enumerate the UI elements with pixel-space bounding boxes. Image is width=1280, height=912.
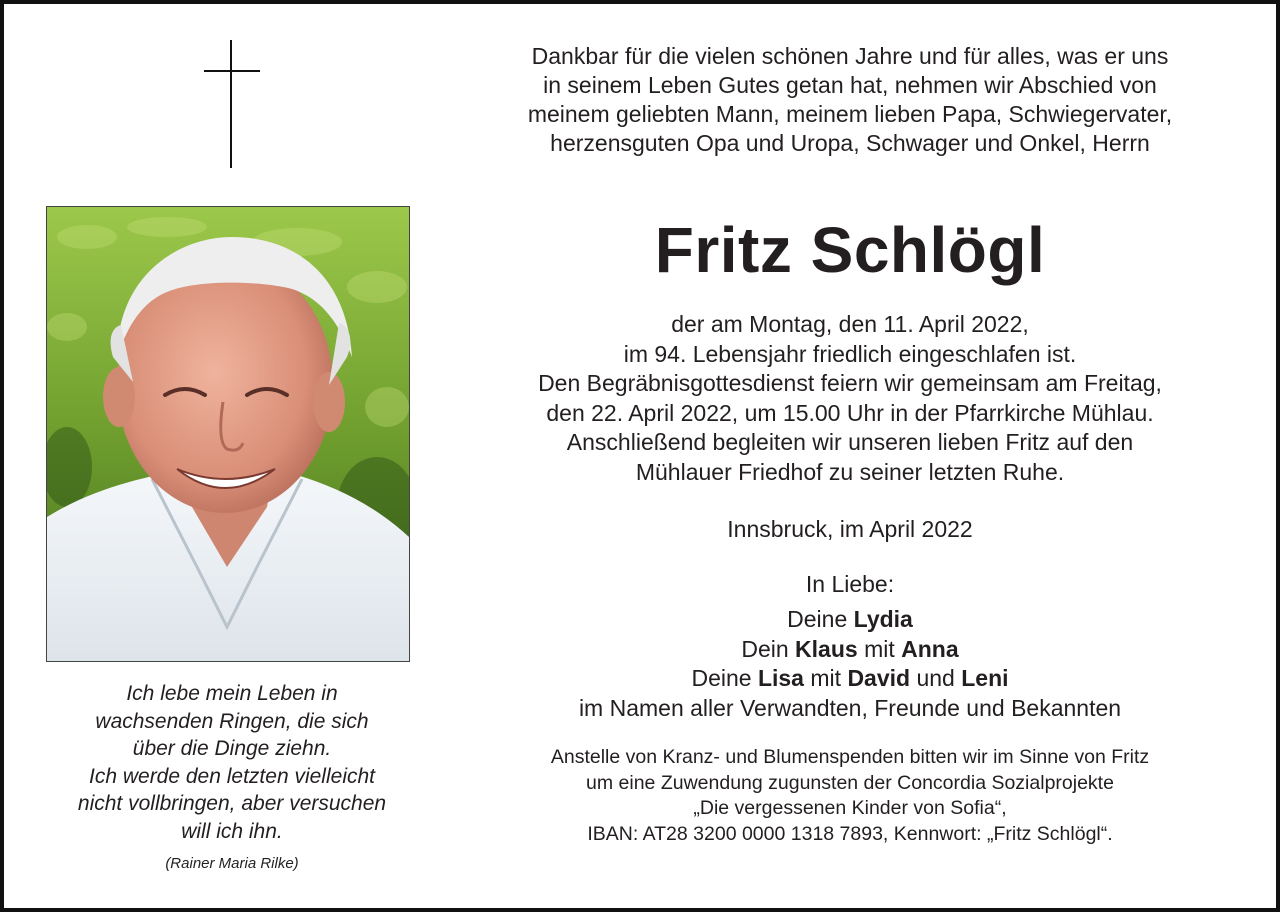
intro-paragraph bbox=[470, 42, 1230, 158]
poem-author: (Rainer Maria Rilke) bbox=[165, 854, 299, 872]
details-line: im 94. Lebensjahr friedlich eingeschlafen ist. bbox=[623, 340, 1077, 367]
signer-name: Lisa bbox=[757, 665, 804, 691]
signers bbox=[470, 605, 1230, 723]
poem-line: über die Dinge ziehn. bbox=[132, 737, 332, 761]
cross-icon bbox=[204, 40, 260, 168]
signer-connector: mit bbox=[857, 635, 902, 662]
signer-line bbox=[470, 635, 1230, 665]
signer-connector: und bbox=[910, 665, 962, 691]
signer-prefix: Deine bbox=[787, 606, 854, 632]
signer-prefix: Dein bbox=[741, 635, 796, 662]
deceased-name: Fritz Schlögl bbox=[654, 214, 1046, 286]
signer-connector: mit bbox=[803, 665, 848, 691]
signer-line: im Namen aller Verwandten, Freunde und Bekannten bbox=[578, 694, 1122, 721]
signer-name: Lydia bbox=[853, 606, 913, 632]
details-paragraph bbox=[470, 310, 1230, 487]
notice-text bbox=[470, 42, 1230, 847]
intro-line: in seinem Leben Gutes getan hat, nehmen wir Abschied von bbox=[543, 72, 1157, 98]
intro-line: meinem geliebten Mann, meinem lieben Papa, Schwiegervater, bbox=[527, 101, 1173, 127]
donation-note bbox=[470, 745, 1230, 847]
signer-name: David bbox=[847, 665, 911, 691]
poem-line: wachsenden Ringen, die sich bbox=[95, 709, 369, 733]
poem-line: nicht vollbringen, aber versuchen bbox=[77, 792, 387, 816]
intro-line: Dankbar für die vielen schönen Jahre und für alles, was er uns bbox=[531, 43, 1169, 69]
love-intro: In Liebe: bbox=[805, 571, 895, 597]
signer-prefix: Deine bbox=[691, 665, 758, 691]
donation-line: „Die vergessenen Kinder von Sofia“, bbox=[693, 797, 1007, 819]
signer-name: Leni bbox=[961, 665, 1009, 691]
details-line: Anschließend begleiten wir unseren lieben Fritz auf den bbox=[566, 429, 1134, 455]
portrait-photo bbox=[46, 206, 410, 662]
poem-line: will ich ihn. bbox=[181, 819, 283, 843]
place-date: Innsbruck, im April 2022 bbox=[727, 516, 973, 542]
poem-quote bbox=[34, 680, 430, 876]
details-line: der am Montag, den 11. April 2022, bbox=[671, 311, 1029, 337]
signer-line bbox=[470, 605, 1230, 635]
donation-line: um eine Zuwendung zugunsten der Concordia Sozialprojekte bbox=[586, 771, 1114, 794]
details-line: Den Begräbnisgottesdienst feiern wir gemeinsam am Freitag, bbox=[538, 370, 1162, 396]
donation-line: IBAN: AT28 3200 0000 1318 7893, Kennwort: „Fritz Schlögl“. bbox=[587, 822, 1113, 845]
donation-line: Anstelle von Kranz- und Blumenspenden bitten wir im Sinne von Fritz bbox=[550, 746, 1150, 768]
signer-line bbox=[470, 664, 1230, 694]
signer-name: Klaus bbox=[795, 635, 858, 662]
details-line: den 22. April 2022, um 15.00 Uhr in der Pfarrkirche Mühlau. bbox=[546, 399, 1154, 426]
details-line: Mühlauer Friedhof zu seiner letzten Ruhe. bbox=[635, 458, 1065, 485]
poem-line: Ich lebe mein Leben in bbox=[126, 682, 338, 705]
signer-name: Anna bbox=[901, 635, 959, 662]
intro-line: herzensguten Opa und Uropa, Schwager und Onkel, Herrn bbox=[550, 130, 1150, 156]
poem-line: Ich werde den letzten vielleicht bbox=[89, 764, 375, 788]
